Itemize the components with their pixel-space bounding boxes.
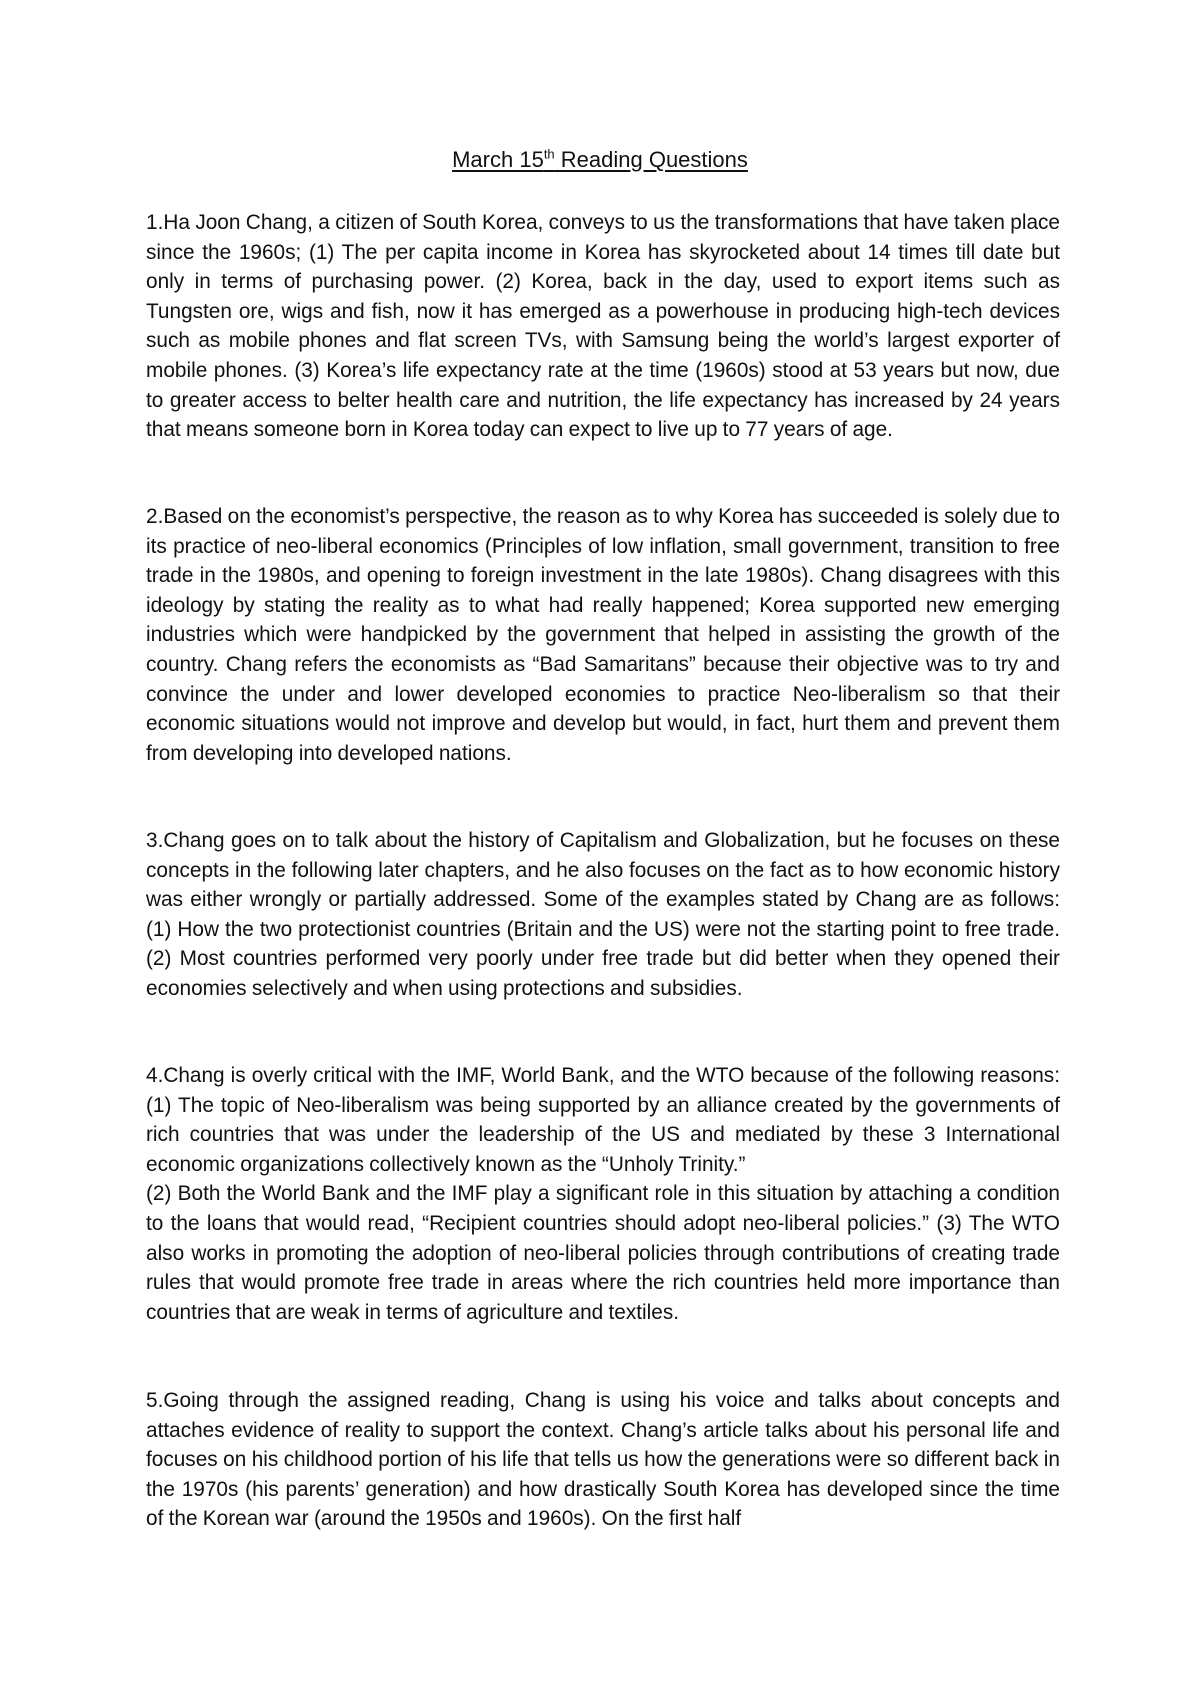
paragraph-3: 3.Chang goes on to talk about the history of Capitalism and Globalization, but he focuses on these concepts in the following later chapters, and he also focuses on the fact as to how economic history was either wrongly or partially addressed. Some of the examples stated by Chang are as follows: (1) How the two protectionist countries (Britain and the US) were not the starting point to free trade. (2) Most countries performed very poorly under free trade but did better when they opened their economies selectively and when using protections and subsidies. [146,829,1060,1000]
paragraph-4-part-2: (2) Both the World Bank and the IMF play a significant role in this situation by attaching a condition to the loans that would read, “Recipient countries should adopt neo-liberal policies.” (3) The WTO also works in promoting the adoption of neo-liberal policies through contributions of creating trade rules that would promote free trade in areas where the rich countries held more importance than countries that are weak in terms of agriculture and textiles. [146,1182,1060,1324]
title-main: March 15 [452,147,544,172]
title-superscript: th [543,146,555,162]
paragraph-4 [146,1061,1060,1327]
paragraph-5: 5.Going through the assigned reading, Chang is using his voice and talks about concepts and attaches evidence of reality to support the context. Chang’s article talks about his personal life and focuses on his childhood portion of his life that tells us how the generations were so different back in the 1970s (his parents’ generation) and how drastically South Korea has developed since the time of the Korean war (around the 1950s and 1960s). On the first half [146,1389,1060,1531]
page-title [0,146,1200,174]
title-rest: Reading Questions [554,147,748,172]
paragraph-2: 2.Based on the economist’s perspective, the reason as to why Korea has succeeded is solely due to its practice of neo-liberal economics (Principles of low inflation, small government, transition to free trade in the 1980s, and opening to foreign investment in the late 1980s). Chang disagrees with this ideology by stating the reality as to what had really happened; Korea supported new emerging industries which were handpicked by the government that helped in assisting the growth of the country. Chang refers the economists as “Bad Samaritans” because their objective was to try and convince the under and lower developed economies to practice Neo-liberalism so that their economic situations would not improve and develop but would, in fact, hurt them and prevent them from developing into developed nations. [146,505,1060,765]
paragraph-4-part-1: 4.Chang is overly critical with the IMF, World Bank, and the WTO because of the following reasons: (1) The topic of Neo-liberalism was being supported by an alliance created by the governments of rich countries that was under the leadership of the US and mediated by these 3 International economic organizations collectively known as the “Unholy Trinity.” [146,1064,1060,1176]
paragraph-1: 1.Ha Joon Chang, a citizen of South Korea, conveys to us the transformations that have taken place since the 1960s; (1) The per capita income in Korea has skyrocketed about 14 times till date but only in terms of purchasing power. (2) Korea, back in the day, used to export items such as Tungsten ore, wigs and fish, now it has emerged as a powerhouse in producing high-tech devices such as mobile phones and flat screen TVs, with Samsung being the world’s largest exporter of mobile phones. (3) Korea’s life expectancy rate at the time (1960s) stood at 53 years but now, due to greater access to belter health care and nutrition, the life expectancy has increased by 24 years that means someone born in Korea today can expect to live up to 77 years of age. [146,211,1060,442]
